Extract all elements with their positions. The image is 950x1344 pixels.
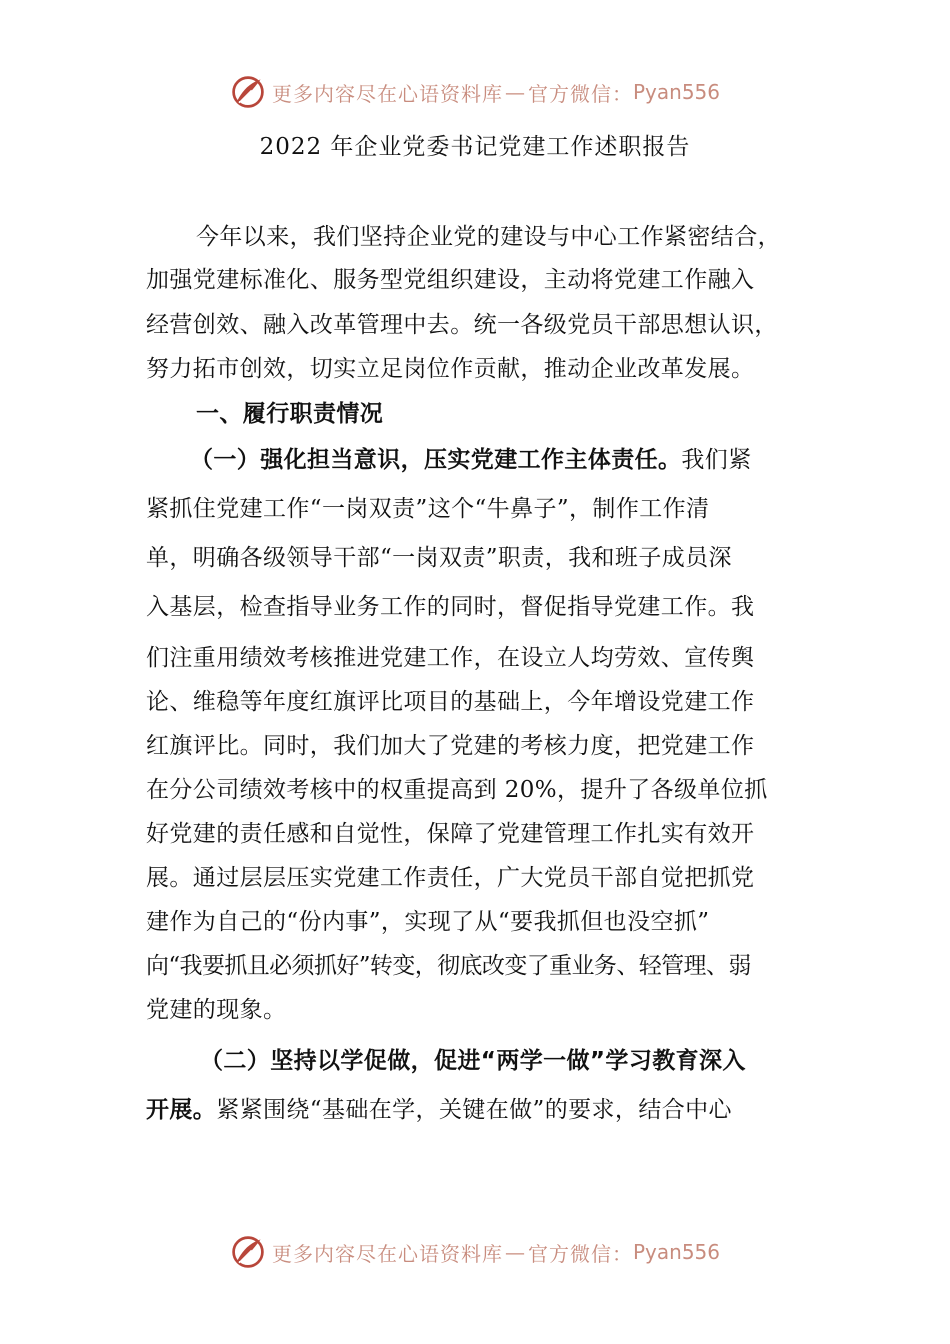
- item1-line: 在分公司绩效考核中的权重提高到 20%，提升了各级单位抓: [146, 777, 768, 803]
- item1-line: 向“我要抓且必须抓好”转变，彻底改变了重业务、轻管理、弱: [146, 953, 751, 979]
- feather-logo-icon: [230, 1234, 266, 1270]
- watermark-separator: —: [504, 80, 526, 104]
- item1-line: 好党建的责任感和自觉性，保障了党建管理工作扎实有效开: [146, 821, 755, 847]
- section-heading: 一、履行职责情况: [196, 401, 384, 427]
- watermark-suffix: 官方微信：: [527, 1241, 633, 1266]
- item1-first-line: [190, 443, 870, 477]
- watermark-text: 更多内容尽在心语资料库: [271, 1241, 503, 1266]
- item1-heading: （一）强化担当意识，压实党建工作主体责任。: [190, 447, 682, 473]
- item1-line: 紧抓住党建工作“一岗双责”这个“牛鼻子”，制作工作清: [146, 496, 710, 522]
- item1-line: 红旗评比。同时，我们加大了党建的考核力度，把党建工作: [146, 733, 755, 759]
- watermark-footer: [0, 1230, 950, 1274]
- watermark-id: Pyan556: [632, 1240, 720, 1264]
- watermark-text: 更多内容尽在心语资料库: [271, 81, 503, 106]
- item2-heading-end: 开展。: [146, 1097, 217, 1123]
- feather-logo-icon: [230, 74, 266, 110]
- item1-line: 党建的现象。: [146, 997, 287, 1023]
- item1-line: 单，明确各级领导干部“一岗双责”职责，我和班子成员深: [146, 545, 732, 571]
- intro-line-3: 经营创效、融入改革管理中去。统一各级党员干部思想认识，: [146, 312, 778, 338]
- watermark-id: Pyan556: [632, 80, 720, 104]
- intro-line-4: 努力拓市创效，切实立足岗位作贡献，推动企业改革发展。: [146, 356, 755, 382]
- item1-line: 们注重用绩效考核推进党建工作，在设立人均劳效、宣传舆: [146, 645, 755, 671]
- watermark-separator: —: [504, 1240, 526, 1264]
- item1-line: 入基层，检查指导业务工作的同时，督促指导党建工作。我: [146, 594, 755, 620]
- item1-line: 展。通过层层压实党建工作责任，广大党员干部自觉把抓党: [146, 865, 755, 891]
- document-title: 2022 年企业党委书记党建工作述职报告: [259, 134, 691, 160]
- watermark-header: [0, 70, 950, 114]
- item2-heading-line-1: （二）坚持以学促做，促进“两学一做”学习教育深入: [200, 1048, 746, 1074]
- intro-line-2: 加强党建标准化、服务型党组织建设，主动将党建工作融入: [146, 267, 755, 293]
- intro-line-1: 今年以来，我们坚持企业党的建设与中心工作紧密结合，: [196, 224, 781, 250]
- item2-line-2-rest: 紧紧围绕“基础在学，关键在做”的要求，结合中心: [216, 1097, 732, 1123]
- item2-line-2: [146, 1093, 826, 1127]
- item1-line: 论、维稳等年度红旗评比项目的基础上，今年增设党建工作: [146, 689, 755, 715]
- watermark-suffix: 官方微信：: [527, 81, 633, 106]
- item1-first-rest: 我们紧: [681, 447, 752, 473]
- item1-line: 建作为自己的“份内事”，实现了从“要我抓但也没空抓”: [146, 909, 710, 935]
